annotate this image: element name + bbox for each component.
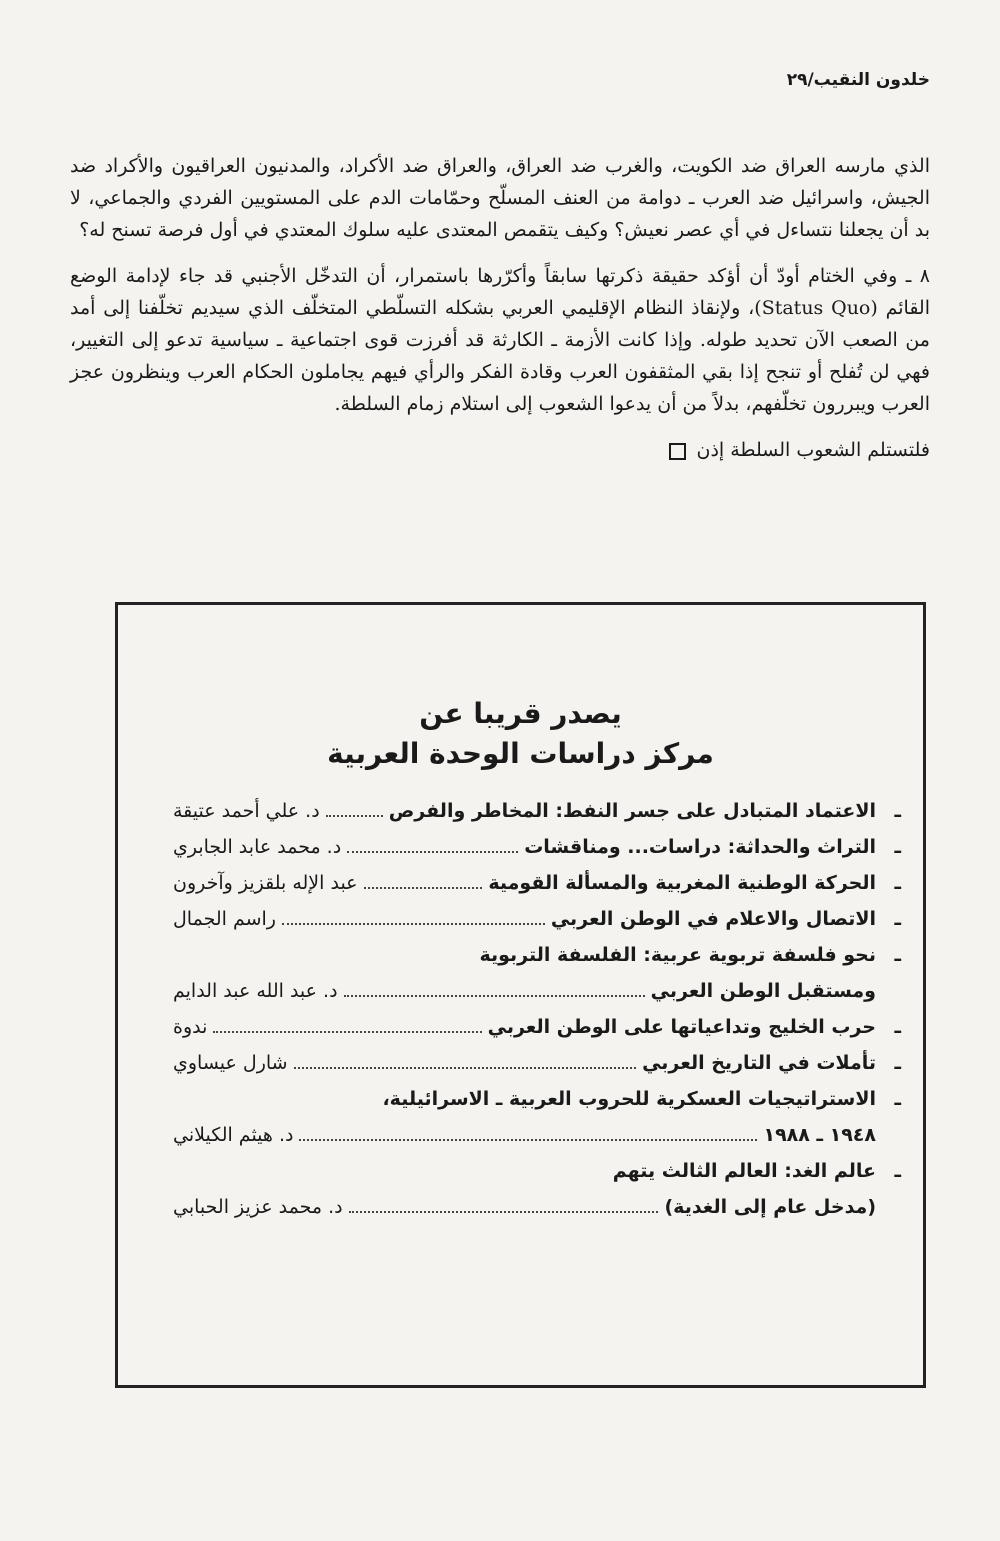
list-dash: ـ — [894, 836, 901, 858]
paragraph: الذي مارسه العراق ضد الكويت، والغرب ضد العراق، والعراق ضد الأكراد، والمدنيون العراقيون والأكراد ضد الجيش، واسرائيل ضد العرب ـ دوامة من العنف المسلّح وحمّامات الدم على المستويين الفردي والجماعي، لا بد أن يجعلنا نتساءل في أي عصر نعيش؟ وكيف يتقمص المعتدى عليه سلوك المعتدي في أول فرصة تسنح له؟ — [70, 155, 930, 241]
list-dash: ـ — [894, 944, 901, 966]
list-dash: ـ — [894, 1160, 901, 1182]
book-title: الاتصال والاعلام في الوطن العربي — [550, 908, 876, 930]
book-item — [173, 800, 901, 836]
book-title: ١٩٤٨ ـ ١٩٨٨ — [763, 1124, 876, 1146]
dot-leader — [349, 1198, 659, 1213]
book-author: شارل عيساوي — [173, 1052, 288, 1074]
running-head: خلدون النقيب/٢٩ — [786, 70, 930, 90]
list-dash: ـ — [894, 800, 901, 822]
book-author: د. هيثم الكيلاني — [173, 1124, 294, 1146]
end-mark-square-icon — [669, 443, 686, 460]
book-title: الاستراتيجيات العسكرية للحروب العربية ـ الاسرائيلية، — [382, 1088, 876, 1110]
list-dash: ـ — [894, 1052, 901, 1074]
book-item — [173, 1052, 901, 1088]
book-title: التراث والحداثة: دراسات... ومناقشات — [524, 836, 876, 858]
book-author: د. محمد عابد الجابري — [173, 836, 342, 858]
book-author: د. محمد عزيز الحبابي — [173, 1196, 343, 1218]
book-title: تأملات في التاريخ العربي — [642, 1052, 876, 1074]
book-title: الاعتماد المتبادل على جسر النفط: المخاطر والفرص — [388, 800, 876, 822]
book-item-continuation — [173, 1196, 901, 1232]
dot-leader — [282, 910, 545, 925]
closing-line — [70, 434, 930, 466]
book-item — [173, 1016, 901, 1052]
book-item — [173, 1160, 901, 1196]
paragraph: ٨ ـ وفي الختام أودّ أن أؤكد حقيقة ذكرتها سابقاً وأكرّرها باستمرار، أن التدخّل الأجنبي قد جاء لإدامة الوضع القائم (Status Quo)، ولإنقاذ النظام الإقليمي العربي بشكله التسلّطي المتخلّف الذي سيديم تخلّفنا إلى أمد من الصعب الآن تحديد طوله. وإذا كانت الأزمة ـ الكارثة قد أفرزت قوى اجتماعية ـ سياسية تدعو إلى التغيير، فهي لن تُفلح أو تنجح إذا بقي المثقفون العرب وقادة الفكر والرأي فيهم يجاملون الحكام العرب وينظرون عجز العرب ويبررون تخلّفهم، بدلاً من أن يدعوا الشعوب إلى استلام زمام السلطة. — [70, 265, 930, 415]
book-author: عبد الإله بلقزيز وآخرون — [173, 872, 358, 894]
book-item — [173, 836, 901, 872]
book-title: حرب الخليج وتداعياتها على الوطن العربي — [487, 1016, 876, 1038]
book-item-continuation — [173, 980, 901, 1016]
dot-leader — [344, 982, 645, 997]
book-title: نحو فلسفة تربوية عربية: الفلسفة التربوية — [479, 944, 876, 966]
book-author: راسم الجمال — [173, 908, 276, 930]
book-item — [173, 872, 901, 908]
book-title: عالم الغد: العالم الثالث يتهم — [612, 1160, 876, 1182]
book-title: الحركة الوطنية المغربية والمسألة القومية — [488, 872, 876, 894]
book-item — [173, 944, 901, 980]
dot-leader — [294, 1054, 636, 1069]
list-dash: ـ — [894, 1016, 901, 1038]
list-dash: ـ — [894, 1088, 901, 1110]
dot-leader — [299, 1126, 757, 1141]
dot-leader — [347, 838, 518, 853]
forthcoming-books-ad — [115, 602, 926, 1388]
dot-leader — [326, 802, 383, 817]
book-title: ومستقبل الوطن العربي — [650, 980, 876, 1002]
ad-title-line-1: يصدر قريبا عن — [419, 697, 622, 730]
book-title: (مدخل عام إلى الغدية) — [664, 1196, 876, 1218]
closing-text: فلتستلم الشعوب السلطة إذن — [696, 439, 930, 461]
dot-leader — [364, 874, 483, 889]
book-author: د. عبد الله عبد الدايم — [173, 980, 338, 1002]
body-text — [70, 150, 930, 480]
book-item — [173, 1088, 901, 1124]
book-list — [173, 800, 901, 1232]
list-dash: ـ — [894, 908, 901, 930]
book-author: ندوة — [173, 1016, 208, 1038]
list-dash: ـ — [894, 872, 901, 894]
book-item-continuation — [173, 1124, 901, 1160]
dot-leader — [213, 1018, 481, 1033]
ad-title-line-2: مركز دراسات الوحدة العربية — [327, 737, 714, 770]
book-author: د. علي أحمد عتيقة — [173, 800, 320, 822]
book-item — [173, 908, 901, 944]
